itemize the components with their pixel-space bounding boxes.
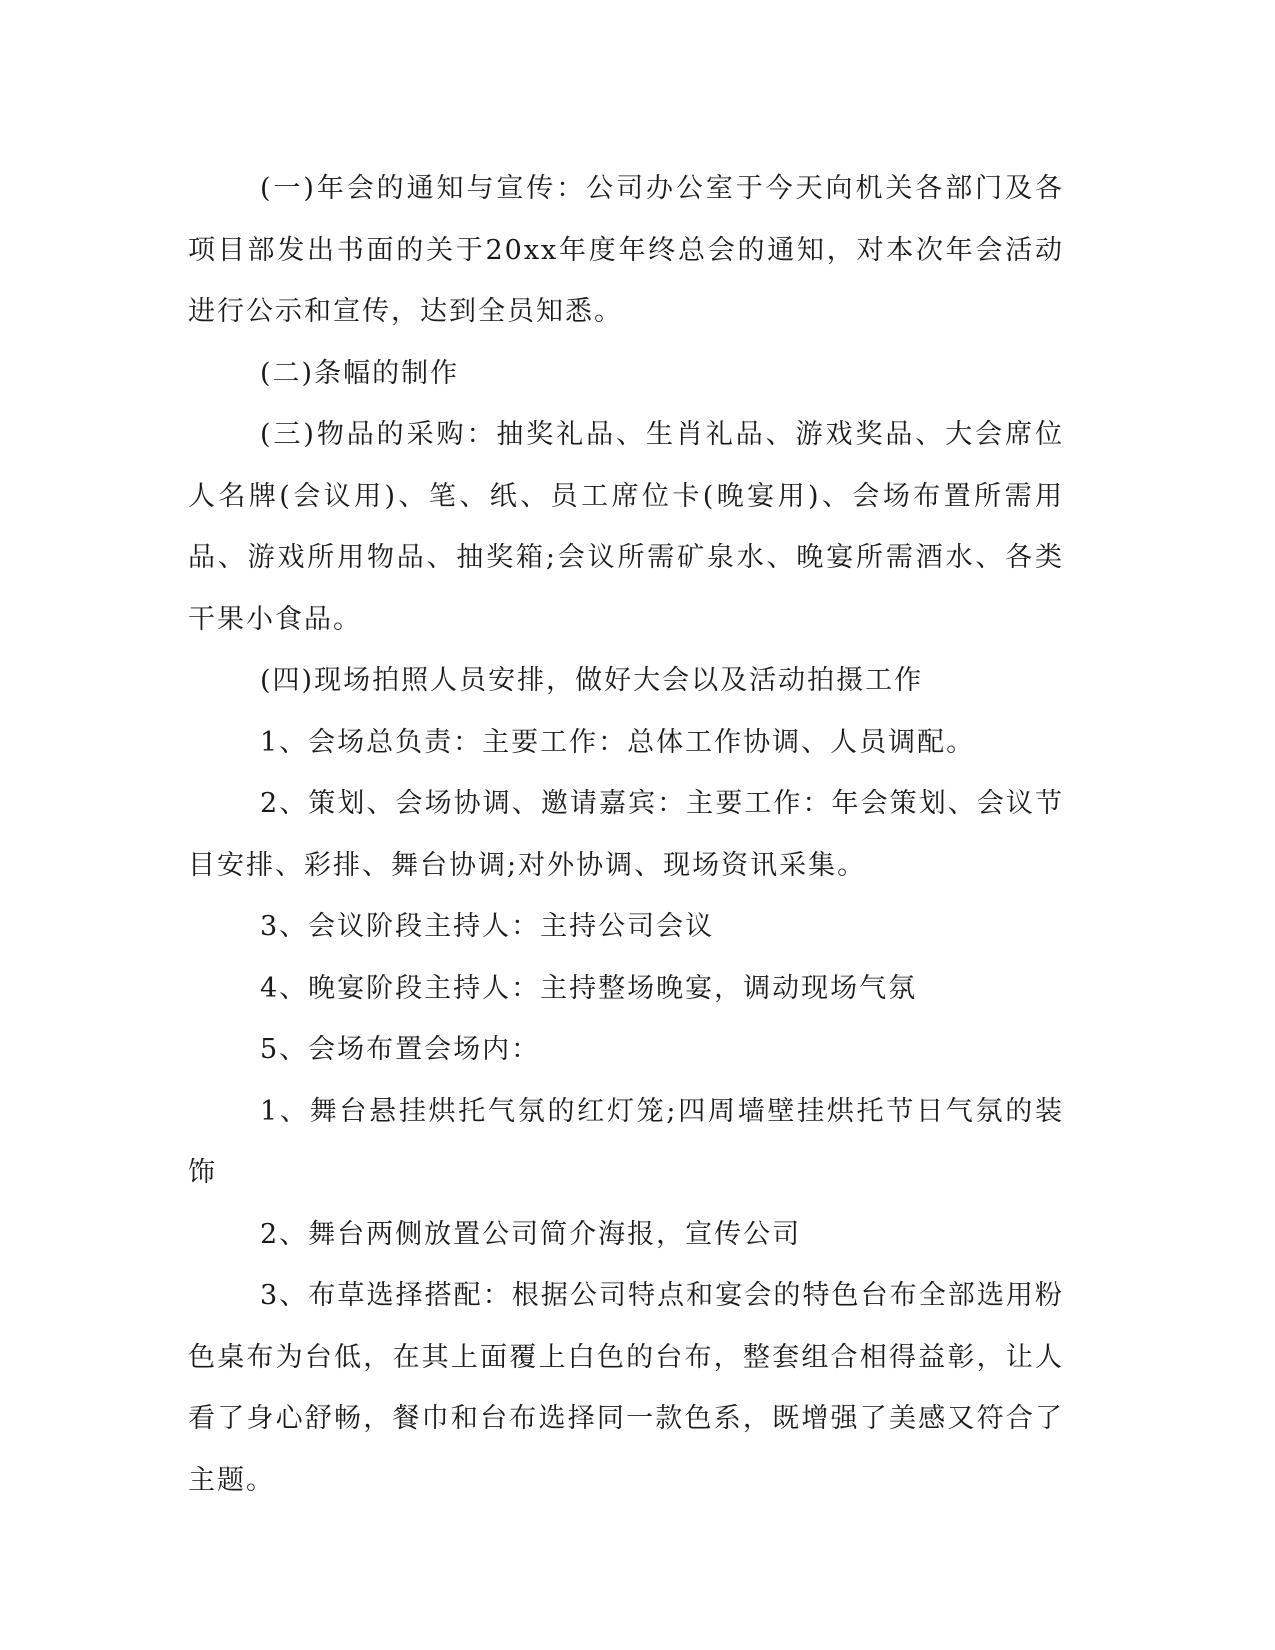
document-body	[188, 158, 1064, 1511]
paragraph-banner: (二)条幅的制作	[260, 357, 460, 389]
paragraph-purchase: (三)物品的采购：抽奖礼品、生肖礼品、游戏奖品、大会席位人名牌(会议用)、笔、纸、员工席位卡(晚宴用)、会场布置所需用品、游戏所用物品、抽奖箱;会议所需矿泉水、晚宴所需酒水、各类干果小食品。	[188, 419, 1064, 635]
paragraph-venue-1: 1、舞台悬挂烘托气氛的红灯笼;四周墙壁挂烘托节日气氛的装饰	[188, 1095, 1064, 1188]
paragraph-notice: (一)年会的通知与宣传：公司办公室于今天向机关各部门及各项目部发出书面的关于20xx年度年终总会的通知，对本次年会活动进行公示和宣传，达到全员知悉。	[188, 173, 1064, 327]
paragraph-item-4: 4、晚宴阶段主持人：主持整场晚宴，调动现场气氛	[260, 972, 918, 1004]
paragraph-venue-3: 3、布草选择搭配：根据公司特点和宴会的特色台布全部选用粉色桌布为台低，在其上面覆上白色的台布，整套组合相得益彰，让人看了身心舒畅，餐巾和台布选择同一款色系，既增强了美感又符合了主题。	[188, 1280, 1064, 1496]
paragraph-item-5: 5、会场布置会场内：	[260, 1034, 541, 1065]
paragraph-item-2: 2、策划、会场协调、邀请嘉宾：主要工作：年会策划、会议节目安排、彩排、舞台协调;对外协调、现场资讯采集。	[188, 788, 1064, 881]
paragraph-item-1: 1、会场总负责：主要工作：总体工作协调、人员调配。	[260, 726, 976, 758]
paragraph-venue-2: 2、舞台两侧放置公司简介海报，宣传公司	[260, 1218, 802, 1250]
paragraph-item-3: 3、会议阶段主持人：主持公司会议	[260, 911, 715, 942]
paragraph-photography: (四)现场拍照人员安排，做好大会以及活动拍摄工作	[260, 665, 924, 696]
